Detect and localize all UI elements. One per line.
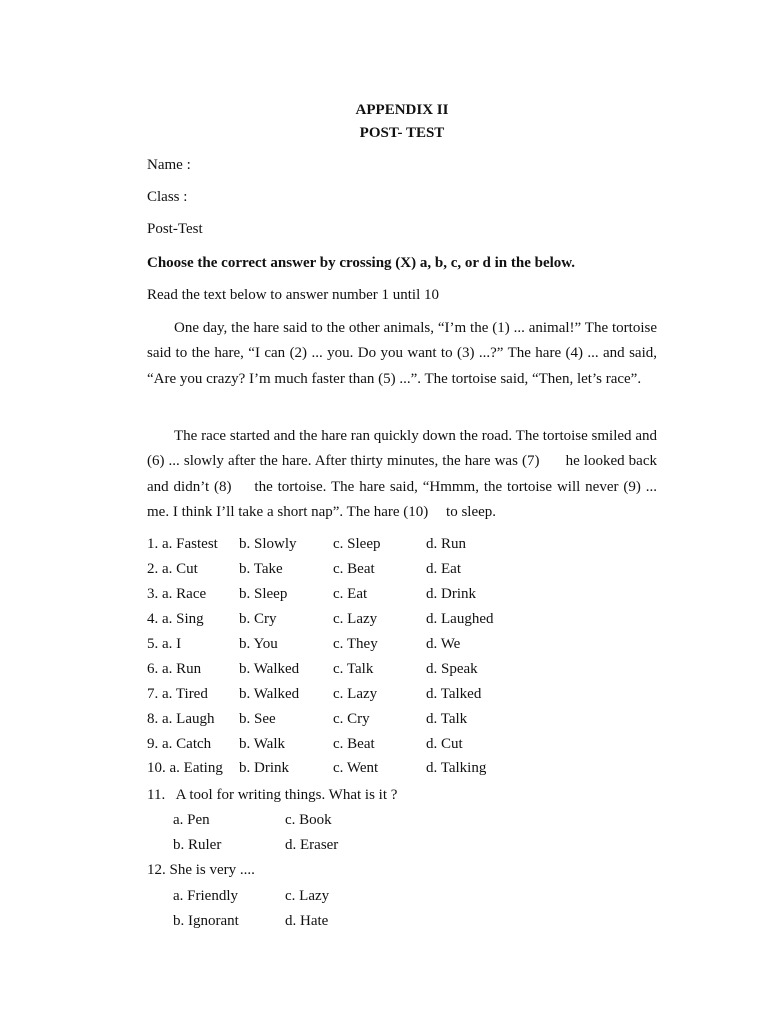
option-b: b. Take — [239, 561, 283, 577]
option-c: c. Cry — [333, 711, 370, 727]
option-c: c. Beat — [333, 561, 375, 577]
question-11-options-row-1 — [173, 812, 473, 832]
option-c: c. Beat — [333, 736, 375, 752]
test-type-label: Post-Test — [147, 221, 203, 237]
question-row — [147, 536, 667, 556]
passage-p2-part-d: to sleep. — [446, 503, 497, 520]
option-b: b. See — [239, 711, 276, 727]
option-d: d. Talking — [426, 760, 487, 776]
question-11-options-row-2 — [173, 837, 473, 857]
question-row — [147, 561, 667, 581]
passage-p2-part-a: The race started and the hare ran quickly down the road. The tortoise smiled and (6) ... slowly after the hare. After thirty minutes, the hare was (7) — [147, 428, 657, 470]
option-c: c. Talk — [333, 661, 374, 677]
option-d: d. Drink — [426, 586, 476, 602]
option-b: b. Sleep — [239, 586, 288, 602]
question-12-options-row-2 — [173, 913, 473, 933]
option-c: c. Lazy — [333, 611, 378, 627]
option-d: d. We — [426, 636, 461, 652]
option-d: d. Talk — [426, 711, 468, 727]
option-b: b. Cry — [239, 611, 277, 627]
question-row — [147, 611, 667, 631]
passage-p1-text: One day, the hare said to the other animals, “I’m the (1) ... animal!” The tortoise said to the hare, “I can (2) ... you. Do you want to (3) ...?” The hare (4) ... and said, “Are you crazy? I’m much faster than (5) ...”. The tortoise said, “Then, let’s race”. — [147, 320, 657, 387]
option-b: b. Walked — [239, 661, 300, 677]
question-row — [147, 686, 667, 706]
option-a: 9. a. Catch — [147, 736, 212, 752]
option-b: b. Drink — [239, 760, 289, 776]
instruction-text: Choose the correct answer by crossing (X) a, b, c, or d in the below. — [147, 255, 576, 271]
option-d: d. Talked — [426, 686, 482, 702]
option-a: 5. a. I — [147, 636, 182, 652]
option-d: d. Speak — [426, 661, 478, 677]
option-c: c. Went — [333, 760, 379, 776]
option-c: c. Sleep — [333, 536, 381, 552]
option-c: c. Eat — [333, 586, 368, 602]
passage-paragraph-2 — [147, 424, 657, 525]
option-a: 7. a. Tired — [147, 686, 208, 702]
option-a: 8. a. Laugh — [147, 711, 215, 727]
option-a: 6. a. Run — [147, 661, 202, 677]
question-row — [147, 586, 667, 606]
option-a: 2. a. Cut — [147, 561, 198, 577]
passage-p2-part-c: the tortoise. The hare said, “Hmmm, the tortoise will never (9) ... me. I think I’ll take a short nap”. The hare (10) — [147, 478, 658, 520]
option-a: 10. a. Eating — [147, 760, 223, 776]
post-test-title: POST- TEST — [359, 125, 445, 141]
q11-option-d: d. Eraser — [285, 837, 339, 853]
question-12-text: 12. She is very .... — [147, 862, 255, 878]
option-d: d. Cut — [426, 736, 463, 752]
option-c: c. They — [333, 636, 378, 652]
question-11-text: 11. A tool for writing things. What is it ? — [147, 787, 398, 803]
appendix-title: APPENDIX II — [355, 102, 449, 118]
q12-option-c: c. Lazy — [285, 888, 330, 904]
option-a: 1. a. Fastest — [147, 536, 218, 552]
option-d: d. Run — [426, 536, 467, 552]
question-12-options-row-1 — [173, 888, 473, 908]
class-field-label: Class : — [147, 189, 188, 205]
question-row — [147, 760, 667, 780]
option-b: b. You — [239, 636, 278, 652]
question-row — [147, 711, 667, 731]
name-field-label: Name : — [147, 157, 191, 173]
question-row — [147, 661, 667, 681]
q11-option-c: c. Book — [285, 812, 332, 828]
option-d: d. Eat — [426, 561, 461, 577]
question-row — [147, 636, 667, 656]
q12-option-a: a. Friendly — [173, 888, 238, 904]
option-b: b. Slowly — [239, 536, 297, 552]
option-a: 4. a. Sing — [147, 611, 204, 627]
option-b: b. Walked — [239, 686, 300, 702]
option-a: 3. a. Race — [147, 586, 207, 602]
passage-p2-part-b: he looked back and didn’t (8) — [147, 453, 658, 495]
q11-option-a: a. Pen — [173, 812, 210, 828]
q12-option-d: d. Hate — [285, 913, 329, 929]
q12-option-b: b. Ignorant — [173, 913, 239, 929]
q11-option-b: b. Ruler — [173, 837, 222, 853]
passage-paragraph-1 — [147, 316, 657, 392]
option-d: d. Laughed — [426, 611, 494, 627]
reading-note: Read the text below to answer number 1 until 10 — [147, 287, 440, 303]
option-c: c. Lazy — [333, 686, 378, 702]
option-b: b. Walk — [239, 736, 286, 752]
question-row — [147, 736, 667, 756]
